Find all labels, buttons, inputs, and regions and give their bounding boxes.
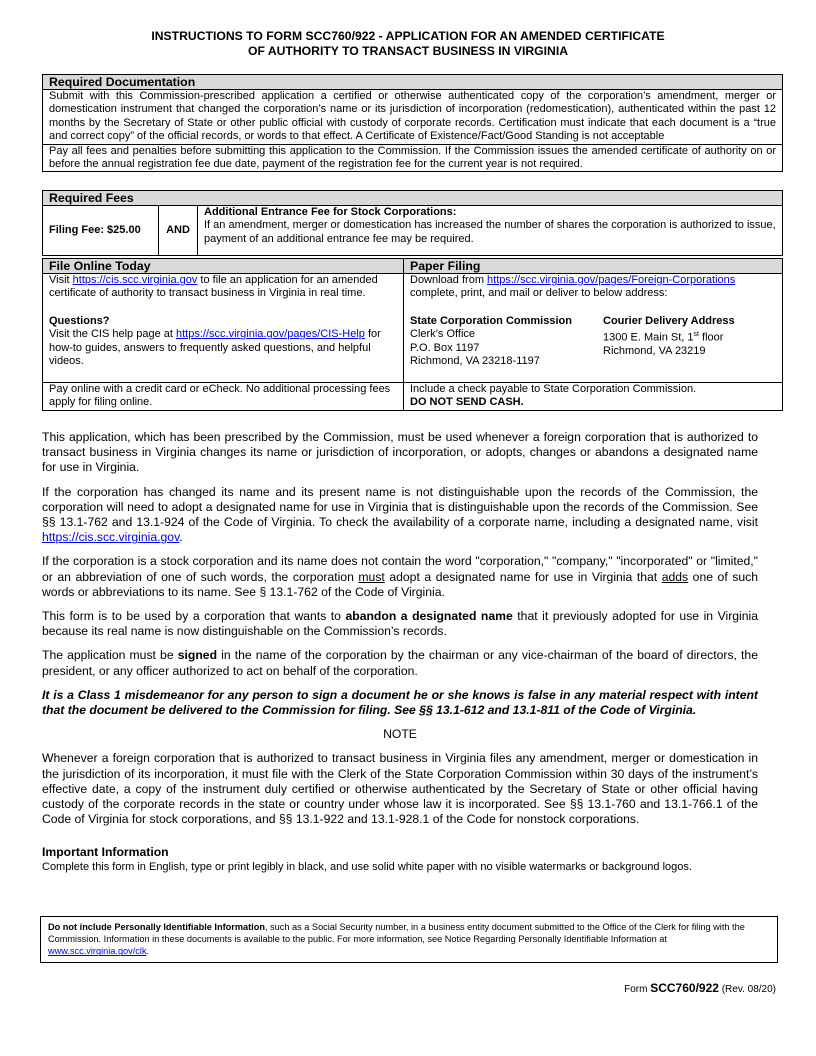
courier-address [603,315,735,369]
pii-end: . [146,946,150,957]
courier-floor-sup: st [693,331,699,339]
body-paragraph-2 [42,485,758,546]
important-info-text: Complete this form in English, type or print legibly in black, and use solid white paper with no visible watermarks or background logos. [42,860,692,873]
visit-prefix: Visit [49,274,73,286]
form-code: SCC760/922 [650,981,719,995]
and-label: AND [159,206,198,256]
form-number [624,981,776,995]
additional-fee-title: Additional Entrance Fee for Stock Corporations: [204,206,457,218]
required-documentation-text: Submit with this Commission-prescribed application a certified or otherwise authenticated copy of the corporation’s amendment, merger or domestication instrument that changed the corporation’s name or its jurisdiction of incorporation (redomestication), authenticated within the past 12 months by the Secretary of State or other public official with custody of corporate records. Certification must indicate that each document is a “true and correct copy” of the official records, or words to that effect. A Certificate of Existence/Fact/Good Standing is not acceptable [43,90,783,145]
check-instruction: Include a check payable to State Corporation Commission. [410,383,697,395]
no-cash-warning: DO NOT SEND CASH. [410,396,524,409]
addresses [410,315,776,369]
filing-fee: Filing Fee: $25.00 [43,206,159,256]
important-info-heading: Important Information [42,845,169,860]
paper-payment-note [404,383,783,411]
title-line-2: OF AUTHORITY TO TRANSACT BUSINESS IN VIRGINIA [247,44,569,58]
online-payment-note: Pay online with a credit card or eCheck. No additional processing fees apply for filing online. [43,383,404,411]
pii-bold: Do not include Personally Identifiable Information [48,922,265,932]
required-fees-heading: Required Fees [43,191,783,206]
mail-address [410,315,603,369]
required-documentation-heading: Required Documentation [43,75,783,90]
questions-heading: Questions? [49,314,110,327]
form-prefix: Form [624,984,651,995]
instructions-body [42,430,758,883]
title-line-1: INSTRUCTIONS TO FORM SCC760/922 - APPLICATION FOR AN AMENDED CERTIFICATE [151,29,665,43]
mail-address-line2: P.O. Box 1197 [410,341,480,354]
courier-floor: floor [698,331,724,344]
body-paragraph-3 [42,554,758,600]
courier-address-line2: Richmond, VA 23219 [603,345,706,358]
download-text [410,274,776,301]
questions-prefix: Visit the CIS help page at [49,328,176,341]
filing-options-table [42,258,783,411]
required-fees-table [42,190,783,256]
additional-fee-cell [198,206,783,256]
p2-end: . [179,530,183,545]
p2-text: If the corporation has changed its name and its present name is not distinguishable upon the records of the Commission, the corporation will need to adopt a designated name for use in Virginia that is distinguishable upon the records of the Commission. See §§ 13.1-762 and 13.1-924 of the Code of Virginia. To check the availability of a corporate name, including a designated name, visit [42,484,758,530]
download-prefix: Download from [410,274,488,286]
file-online-heading: File Online Today [43,259,404,274]
body-paragraph-4 [42,609,758,639]
p5-text-a: The application must be [42,648,178,663]
p3-text-c: one of such words or abbreviations to its name. See § 13.1-762 of the Code of Virginia. [42,569,758,599]
courier-street: 1300 E. Main St, 1 [603,331,694,344]
paper-filing-cell [404,274,783,383]
cis-name-link[interactable]: https://cis.scc.virginia.gov [42,530,180,545]
paper-filing-heading: Paper Filing [404,259,783,274]
download-suffix: complete, print, and mail or deliver to below address: [410,287,668,300]
required-documentation-table [42,74,783,172]
p4-text-a: This form is to be used by a corporation that wants to [42,609,346,624]
page-title [40,29,776,59]
p3-adds: adds [661,569,689,584]
pii-text: , such as a Social Security number, in a business entity document submitted to the Office of the Clerk for filing with the Commission. Information in these documents is available to the public. For more information, see Notice Regarding Personally Identifiable Information at [48,922,745,945]
mail-address-line3: Richmond, VA 23218-1197 [410,355,540,368]
courier-address-heading: Courier Delivery Address [603,314,735,327]
pii-notice [40,916,778,963]
p3-text-b: adopt a designated name for use in Virginia that [384,569,662,584]
misdemeanor-warning: It is a Class 1 misdemeanor for any person to sign a document he or she knows is false in any material respect with intent that the document be delivered to the Commission for filing. See §§ 13.1-612 and 13.1-811 of the Code of Virginia. [42,687,758,718]
mail-address-line1: Clerk’s Office [410,328,476,341]
cis-link[interactable]: https://cis.scc.virginia.gov [72,274,198,286]
body-paragraph-1: This application, which has been prescribed by the Commission, must be used whenever a foreign corporation that is authorized to transact business in Virginia changes its name or jurisdiction of incorporation, or adopts, changes or abandons a designated name for use in Virginia. [42,430,758,475]
foreign-corporations-link[interactable]: https://scc.virginia.gov/pages/Foreign-Corporations [487,274,736,286]
body-paragraph-5 [42,648,758,678]
note-text: Whenever a foreign corporation that is authorized to transact business in Virginia files any amendment, merger or domestication in the jurisdiction of its incorporation, it must file with the Clerk of the State Corporation Commission within 30 days of the instrument’s effective date, a copy of the instrument duly certified or otherwise authenticated by the Secretary of State or other official having custody of the corporate records in the state or country under whose law it is incorporated. See §§ 13.1-760 and 13.1-766.1 of the Code of Virginia for stock corporations, and §§ 13.1-922 and 13.1-928.1 of the Code for nonstock corporations. [42,751,758,827]
questions-suffix: for how-to guides, answers to frequently asked questions, and helpful videos. [49,328,381,368]
cis-help-link[interactable]: https://scc.virginia.gov/pages/CIS-Help [176,328,365,341]
file-online-text [49,274,397,301]
clk-link[interactable]: www.scc.virginia.gov/clk [48,946,147,957]
form-revision: (Rev. 08/20) [718,984,776,995]
mail-address-heading: State Corporation Commission [410,314,572,327]
visit-suffix: to file an application for an amended certificate of authority to transact business in Virginia in real time. [49,274,378,300]
p4-text-b: that it previously adopted for use in Virginia because its real name is now distinguishable on the Commission’s records. [42,609,759,639]
p3-must: must [358,569,385,584]
note-heading: NOTE [383,727,417,742]
p5-bold: signed [177,648,218,663]
p5-text-b: in the name of the corporation by the chairman or any vice-chairman of the board of directors, the president, or any officer authorized to act on behalf of the corporation. [42,648,758,678]
additional-fee-text: If an amendment, merger or domestication has increased the number of shares the corporation is authorized to issue, payment of an additional entrance fee may be required. [204,219,776,245]
p4-bold: abandon a designated name [345,609,513,624]
p3-text-a: If the corporation is a stock corporation and its name does not contain the word "corporation," "company," "incorporated" or "limited," or an abbreviation of one of such words, the corporation [42,554,758,584]
courier-address-line1 [603,328,735,345]
questions-text [49,328,397,368]
fees-payment-note: Pay all fees and penalties before submitting this application to the Commission. If the Commission issues the amended certificate of authority on or before the annual registration fee due date, payment of the registration fee for the current year is not required. [43,144,783,172]
file-online-cell [43,274,404,383]
